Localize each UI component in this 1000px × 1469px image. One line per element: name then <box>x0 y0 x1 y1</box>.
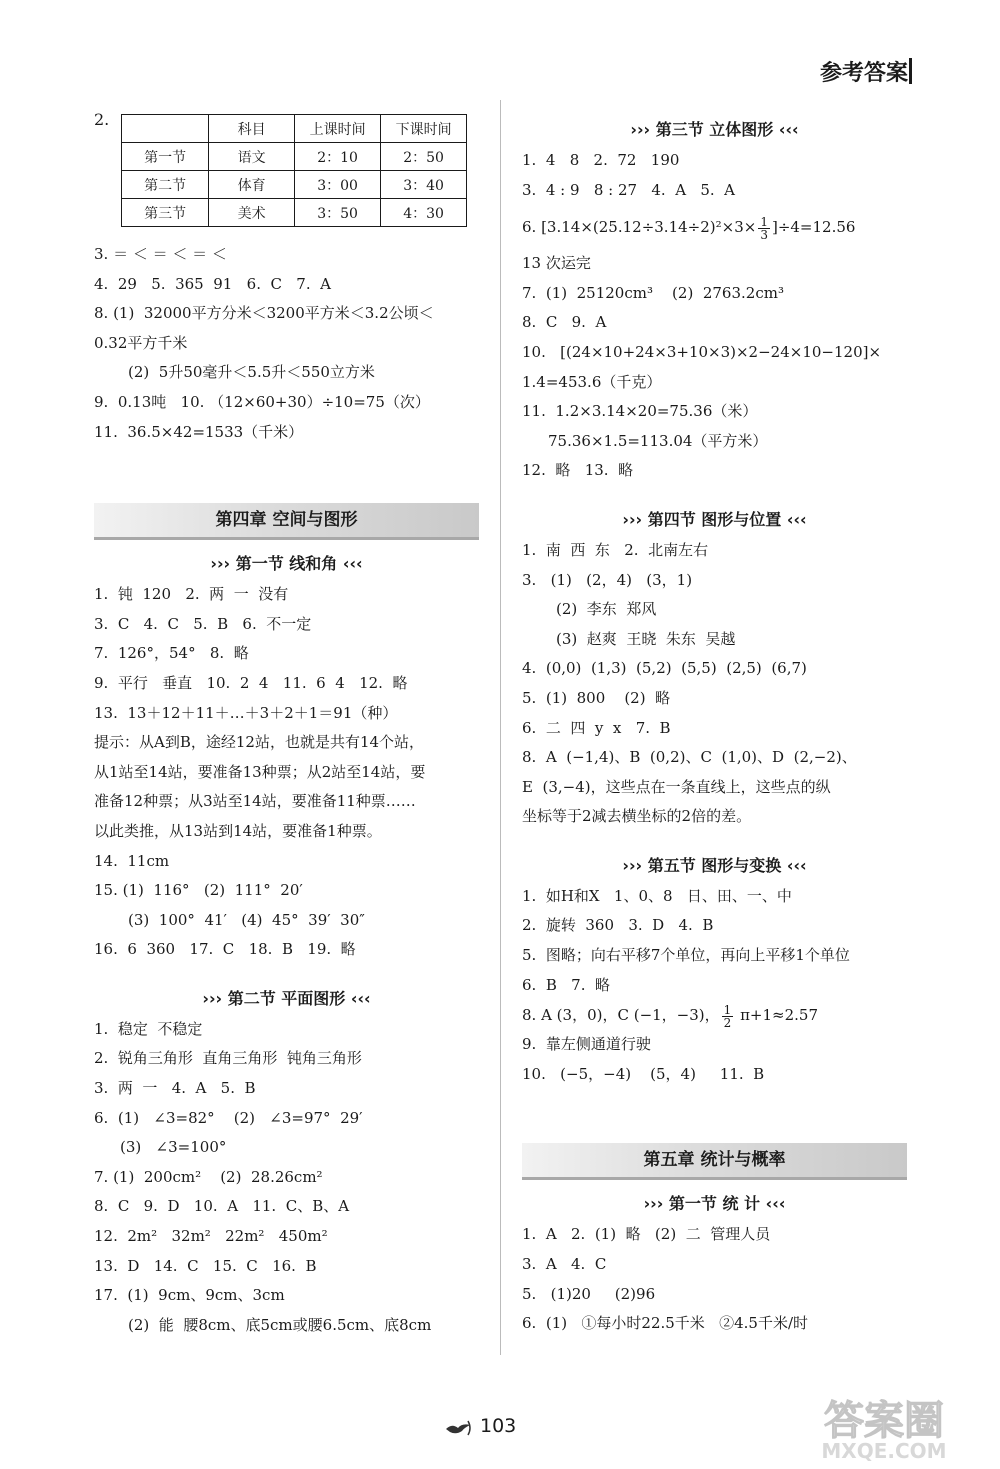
chapter-5-heading: 第五章 统计与概率 <box>522 1143 907 1180</box>
left-column <box>94 110 479 1340</box>
answer-line: 7. (1) 25120cm³ (2) 2763.2cm³ <box>522 283 784 302</box>
answer-line: 3. ＝ ＜ ＝ ＜ ＝ ＜ <box>94 245 227 263</box>
answer-line: (2) 能 腰8cm、底5cm或腰6.5cm、底8cm <box>128 1315 432 1334</box>
answer-line: 准备12种票；从3站至14站，要准备11种票…… <box>94 792 416 811</box>
section-heading: ››› 第一节 线和角 ‹‹‹ <box>210 554 363 574</box>
table-row <box>122 171 467 199</box>
answer-line: 3. A 4. C <box>522 1255 607 1274</box>
answer-line: 5. (1)20 (2)96 <box>522 1284 656 1303</box>
answer-line: 4. 29 5. 365 91 6. C 7. A <box>94 274 331 293</box>
table-cell: 下课时间 <box>381 115 467 143</box>
table-cell: 2：50 <box>381 143 467 171</box>
table-cell: 第一节 <box>122 143 209 171</box>
header-bar <box>909 58 912 84</box>
table-cell: 科目 <box>209 115 295 143</box>
answer-line: 以此类推，从13站到14站，要准备1种票。 <box>94 821 382 840</box>
answer-line: 8. A (−1,4)、B (0,2)、C (1,0)、D (2,−2)、 <box>522 748 857 767</box>
answer-line: 5. (1) 800 (2) 略 <box>522 688 671 707</box>
table-cell: 3：40 <box>381 171 467 199</box>
answer-line: 4. (0,0) (1,3) (5,2) (5,5) (2,5) (6,7) <box>522 659 807 678</box>
column-divider <box>500 100 501 1355</box>
answer-line: (2) 5升50毫升＜5.5升＜550立方米 <box>128 363 375 382</box>
answer-line: (3) ∠3=100° <box>120 1138 227 1157</box>
chapter-4-heading: 第四章 空间与图形 <box>94 503 479 540</box>
table-cell: 第二节 <box>122 171 209 199</box>
answer-line-fraction <box>522 205 907 249</box>
fraction-denominator: 3 <box>760 227 768 242</box>
answer-line: 6. 二 四 y x 7. B <box>522 718 671 737</box>
question-2-block <box>94 110 479 240</box>
answer-line: 13. 13＋12＋11＋…＋3＋2＋1＝91（种） <box>94 703 398 722</box>
fraction <box>722 1004 734 1029</box>
answer-line: 1. 钝 120 2. 两 一 没有 <box>94 585 289 604</box>
answer-line: 12. 2m² 32m² 22m² 450m² <box>94 1227 328 1246</box>
answer-line: 1. 如H和X 1、0、8 日、田、一、中 <box>522 886 792 905</box>
table-row <box>122 143 467 171</box>
answer-line: 5. 图略；向右平移7个单位，再向上平移1个单位 <box>522 946 850 965</box>
answer-line: 10. [(24×10+24×3+10×3)×2−24×10−120]× <box>522 342 882 361</box>
schedule-table <box>121 114 467 227</box>
fraction-numerator: 1 <box>760 214 768 229</box>
answer-line: 3. C 4. C 5. B 6. 不一定 <box>94 614 312 633</box>
answer-line: 7. (1) 200cm² (2) 28.26cm² <box>94 1167 323 1186</box>
answer-line: 11. 1.2×3.14×20=75.36（米） <box>522 402 758 421</box>
answer-line: 9. 靠左侧通道行驶 <box>522 1035 651 1054</box>
section-heading: ››› 第二节 平面图形 ‹‹‹ <box>202 988 371 1008</box>
answer-line: 提示：从A到B，途经12站，也就是共有14个站， <box>94 733 425 752</box>
answer-line: 0.32平方千米 <box>94 333 188 352</box>
answer-line: (2) 李东 郑风 <box>556 600 657 619</box>
bird-icon <box>444 1419 474 1437</box>
svg-text:答案圈: 答案圈 <box>824 1398 944 1444</box>
answer-line: 13. D 14. C 15. C 16. B <box>94 1256 317 1275</box>
table-row <box>122 199 467 227</box>
answer-line: 3. 两 一 4. A 5. B <box>94 1079 256 1098</box>
table-cell: 语文 <box>209 143 295 171</box>
answer-line: 10. (−5，−4) (5，4) 11. B <box>522 1064 765 1083</box>
answer-line-fraction <box>522 1000 907 1030</box>
formula-text: 8. A (3，0)，C (−1，−3)， <box>522 1006 720 1025</box>
table-cell: 3：00 <box>295 171 381 199</box>
answer-line: 2. 旋转 360 3. D 4. B <box>522 916 714 935</box>
answer-line: 3. (1) (2，4) (3，1) <box>522 570 693 589</box>
answer-line: 9. 平行 垂直 10. 2 4 11. 6 4 12. 略 <box>94 673 408 692</box>
fraction-numerator: 1 <box>723 1002 732 1017</box>
answer-line: 8. C 9. D 10. A 11. C、B、A <box>94 1197 350 1216</box>
answer-line: 1. 4 8 2. 72 190 <box>522 151 680 169</box>
answer-line: 1. 稳定 不稳定 <box>94 1019 203 1038</box>
answer-line: 14. 11cm <box>94 851 170 870</box>
answer-line: 17. (1) 9cm、9cm、3cm <box>94 1286 285 1305</box>
section-heading: ››› 第五节 图形与变换 ‹‹‹ <box>622 855 807 875</box>
answer-line: 75.36×1.5=113.04（平方米） <box>548 431 768 450</box>
section-heading: ››› 第一节 统 计 ‹‹‹ <box>643 1194 786 1214</box>
answer-line: 3. 4 : 9 8 : 27 4. A 5. A <box>522 180 736 199</box>
page-number: 103 <box>480 1415 517 1437</box>
answer-line: 13 次运完 <box>522 254 591 273</box>
fraction <box>758 216 770 241</box>
answer-line: (3) 100° 41′ (4) 45° 39′ 30″ <box>128 910 365 929</box>
answer-line: 16. 6 360 17. C 18. B 19. 略 <box>94 940 356 959</box>
page-header-title: 参考答案 <box>819 61 908 86</box>
answer-line: E (3,−4)，这些点在一条直线上，这些点的纵 <box>522 777 831 796</box>
answer-line: 12. 略 13. 略 <box>522 461 634 480</box>
table-cell <box>122 115 209 143</box>
answer-line: 从1站至14站，要准备13种票；从2站至14站，要 <box>94 762 426 781</box>
answer-line: 8. C 9. A <box>522 313 607 332</box>
section-heading: ››› 第四节 图形与位置 ‹‹‹ <box>622 509 807 529</box>
answer-line: 2. 锐角三角形 直角三角形 钝角三角形 <box>94 1049 362 1068</box>
question-number: 2. <box>94 110 110 129</box>
right-column <box>522 110 907 1339</box>
answer-line: 6. (1) ①每小时22.5千米 ②4.5千米/时 <box>522 1314 809 1333</box>
answer-line: 6. (1) ∠3=82° (2) ∠3=97° 29′ <box>94 1108 363 1127</box>
answer-line: (3) 赵爽 王晓 朱东 吴越 <box>556 629 736 648</box>
fraction-denominator: 2 <box>723 1015 732 1030</box>
answer-line: 8. (1) 32000平方分米＜3200平方米＜3.2公顷＜ <box>94 304 434 323</box>
answer-line: 1. A 2. (1) 略 (2) 二 管理人员 <box>522 1225 771 1244</box>
table-cell: 体育 <box>209 171 295 199</box>
answer-line: 1.4=453.6（千克） <box>522 372 662 391</box>
answer-line: 6. B 7. 略 <box>522 975 611 994</box>
answer-line: 11. 36.5×42=1533（千米） <box>94 422 304 441</box>
table-cell: 2：10 <box>295 143 381 171</box>
table-cell: 上课时间 <box>295 115 381 143</box>
answer-line: 坐标等于2减去横坐标的2倍的差。 <box>522 807 752 826</box>
svg-text:MXQE.COM: MXQE.COM <box>821 1439 947 1462</box>
watermark-logo <box>786 1392 982 1462</box>
answer-line: 1. 南 西 东 2. 北南左右 <box>522 540 709 559</box>
formula-text: 6. [3.14×(25.12÷3.14÷2)²×3× <box>522 218 757 237</box>
formula-text: π+1≈2.57 <box>735 1006 819 1025</box>
watermark-graphic <box>786 1392 982 1462</box>
table-row <box>122 115 467 143</box>
formula-text: ]÷4=12.56 <box>771 218 856 237</box>
table-cell: 美术 <box>209 199 295 227</box>
section-heading: ››› 第三节 立体图形 ‹‹‹ <box>630 120 799 139</box>
table-cell: 第三节 <box>122 199 209 227</box>
answer-line: 7. 126°，54° 8. 略 <box>94 644 249 663</box>
table-cell: 4：30 <box>381 199 467 227</box>
table-cell: 3：50 <box>295 199 381 227</box>
answer-line: 15. (1) 116° (2) 111° 20′ <box>94 881 303 900</box>
answer-line: 9. 0.13吨 10. （12×60+30）÷10=75（次） <box>94 392 430 411</box>
